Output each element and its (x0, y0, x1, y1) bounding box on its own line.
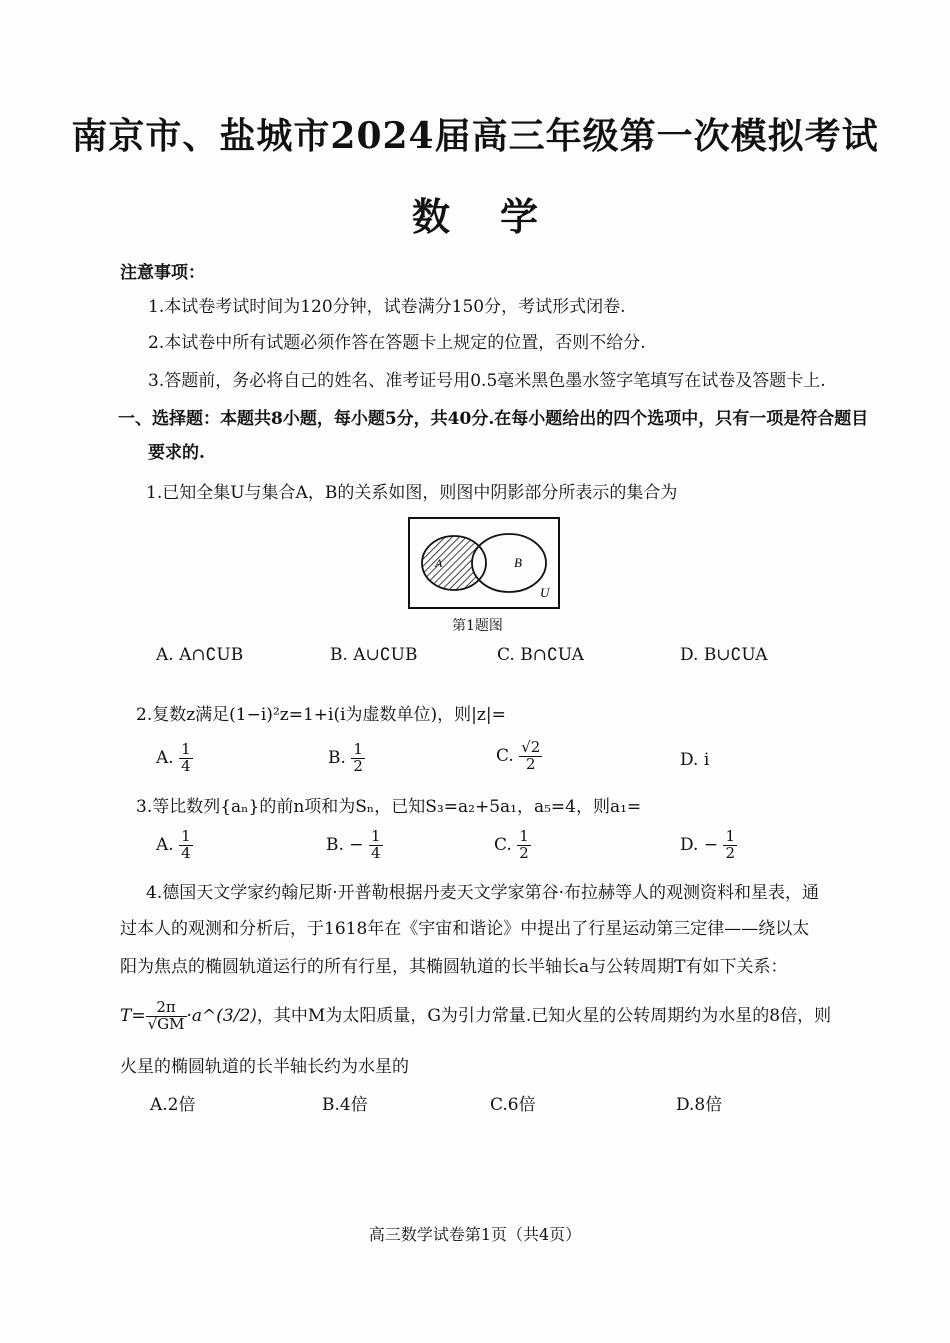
question-4-formula-line (120, 1000, 831, 1033)
option-letter: B. − (326, 834, 364, 855)
q1-option-c: C. B∩∁UA (497, 645, 584, 665)
section-1-heading: 一、选择题：本题共8小题，每小题5分，共40分.在每小题给出的四个选项中，只有一项是符合题目 (118, 409, 869, 429)
q4-option-a: A.2倍 (150, 1095, 196, 1115)
notice-item-2: 2.本试卷中所有试题必须作答在答题卡上规定的位置，否则不给分. (148, 333, 646, 353)
notice-item-1: 1.本试卷考试时间为120分钟，试卷满分150分，考试形式闭卷. (148, 297, 626, 317)
numerator: 2π (146, 1000, 187, 1017)
q4-option-c: C.6倍 (490, 1095, 536, 1115)
formula-lhs: T= (120, 1005, 146, 1026)
numerator: 1 (181, 740, 191, 758)
numerator: 1 (519, 827, 529, 845)
q3-option-d (680, 829, 737, 862)
notice-heading: 注意事项： (120, 263, 205, 283)
exam-title: 南京市、盐城市2024届高三年级第一次模拟考试 (71, 115, 879, 157)
option-letter: C. (494, 834, 512, 855)
question-4-line-2: 过本人的观测和分析后，于1618年在《宇宙和谐论》中提出了行星运动第三定律——绕以太 (120, 919, 810, 939)
formula-power: ·a^(3/2) (186, 1005, 257, 1026)
q3-option-b (326, 829, 383, 862)
formula-fraction (146, 1000, 187, 1033)
denominator: 4 (181, 756, 191, 775)
fraction (179, 742, 193, 775)
numerator: √2 (521, 738, 541, 756)
q2-option-a (156, 742, 193, 775)
notice-item-3: 3.答题前，务必将自己的姓名、准考证号用0.5毫米黑色墨水签字笔填写在试卷及答题卡上. (148, 371, 826, 391)
venn-diagram (408, 517, 560, 609)
fraction (179, 829, 193, 862)
set-a-label: A (435, 556, 443, 570)
denominator: 2 (353, 756, 363, 775)
q4-option-d: D.8倍 (676, 1095, 723, 1115)
question-1-stem: 1.已知全集U与集合A，B的关系如图，则图中阴影部分所表示的集合为 (146, 483, 678, 503)
section-1-heading-cont: 要求的. (148, 443, 205, 463)
page-footer: 高三数学试卷第1页（共4页） (368, 1225, 582, 1244)
numerator: 1 (725, 827, 736, 845)
q1-option-b: B. A∪∁UB (330, 645, 418, 665)
option-letter: B. (328, 747, 346, 768)
q1-option-a: A. A∩∁UB (156, 645, 244, 665)
q2-option-d: D. i (680, 750, 710, 770)
q3-option-a (156, 829, 193, 862)
fraction (369, 829, 383, 862)
numerator: 1 (181, 827, 191, 845)
fraction (351, 742, 365, 775)
numerator: 1 (353, 740, 363, 758)
numerator: 1 (370, 827, 381, 845)
subject-title: 数学 (411, 194, 588, 239)
question-4-line-1: 4.德国天文学家约翰尼斯·开普勒根据丹麦天文学家第谷·布拉赫等人的观测资料和星表，通 (146, 883, 820, 903)
option-letter: A. (156, 747, 174, 768)
option-letter: C. (496, 745, 514, 766)
q1-option-d: D. B∪∁UA (680, 645, 768, 665)
denominator: 2 (519, 843, 529, 862)
q3-option-c (494, 829, 531, 862)
q2-option-b (328, 742, 365, 775)
fraction (723, 829, 737, 862)
q4-option-b: B.4倍 (322, 1095, 368, 1115)
figure-caption: 第1题图 (452, 618, 503, 634)
option-letter: D. − (680, 834, 719, 855)
q2-option-c (496, 740, 542, 773)
denominator: √GM (147, 1014, 185, 1033)
denominator: 2 (526, 754, 536, 773)
option-letter: A. (156, 834, 174, 855)
question-4-line-3: 阳为焦点的椭圆轨道运行的所有行星，其椭圆轨道的长半轴长a与公转周期T有如下关系： (120, 957, 788, 977)
question-4-line-4-text: ，其中M为太阳质量，G为引力常量.已知火星的公转周期约为水星的8倍，则 (256, 1005, 832, 1026)
set-b-label: B (514, 555, 522, 570)
question-4-line-5: 火星的椭圆轨道的长半轴长约为水星的 (120, 1057, 409, 1077)
fraction (519, 740, 542, 773)
universal-label: U (540, 585, 550, 600)
fraction (517, 829, 531, 862)
denominator: 2 (725, 843, 736, 862)
denominator: 4 (181, 843, 191, 862)
question-2-stem: 2.复数z满足(1−i)²z=1+i(i为虚数单位)，则|z|= (136, 705, 506, 725)
question-3-stem: 3.等比数列{aₙ}的前n项和为Sₙ，已知S₃=a₂+5a₁，a₅=4，则a₁= (136, 797, 642, 817)
denominator: 4 (370, 843, 381, 862)
